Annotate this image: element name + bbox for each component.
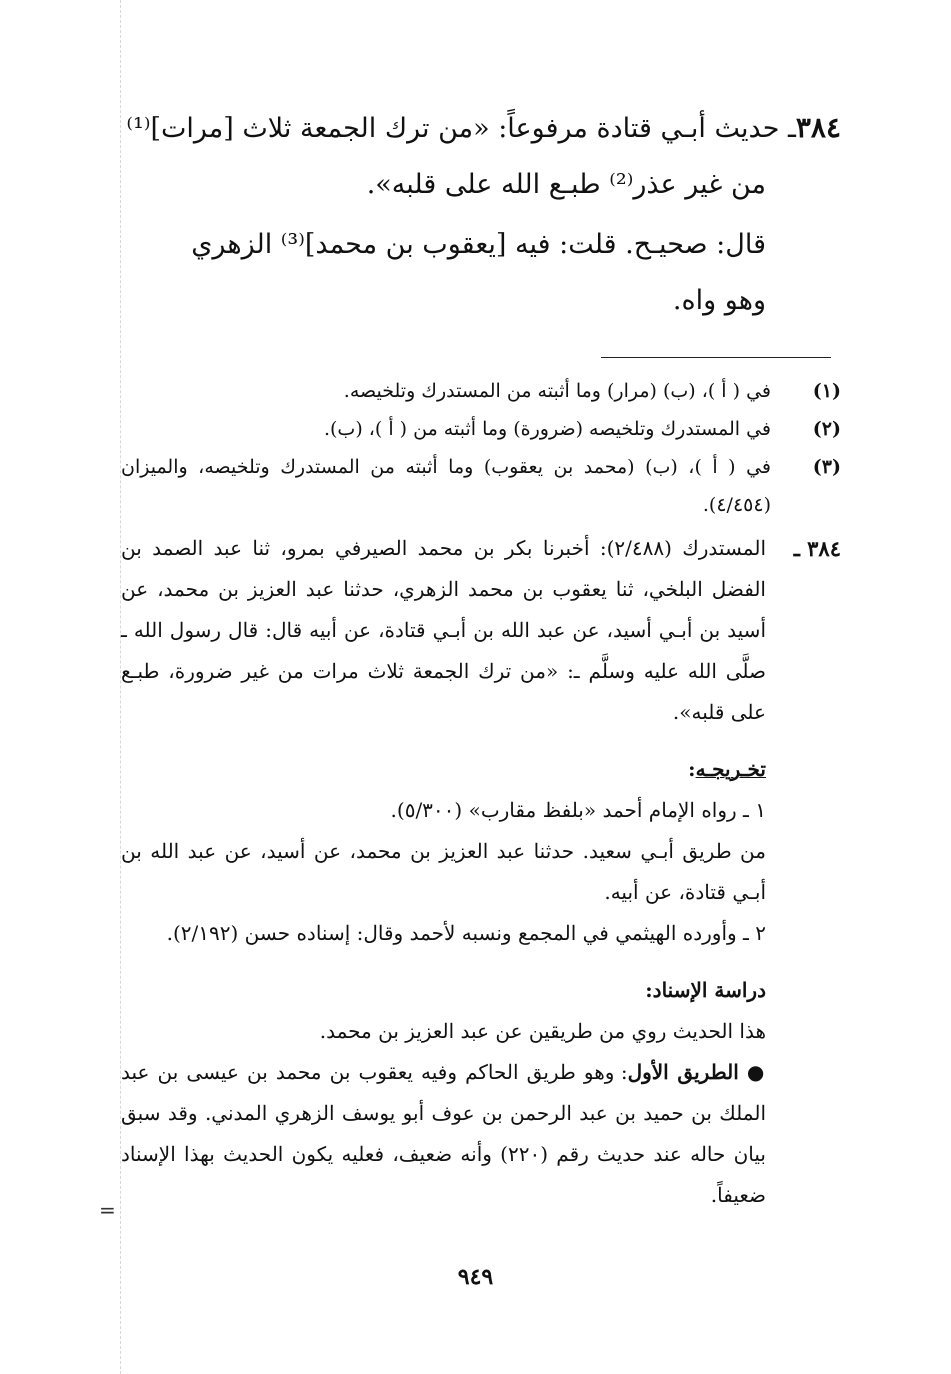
dirasa-first-route: ● الطريق الأول: وهو طريق الحاكم وفيه يعقوب بن محمد بن عيسى بن عبد الملك بن حميد بن عبد الرحمن بن عوف أبو يوسف الزهري المدني. وقد سبق بيان حاله عند حديث رقم (٢٢٠) وأنه ضعيف، فعليه يكون الحديث بهذا الإسناد ضعيفاً. xyxy=(121,1060,767,1207)
takhrij-title: تخـريجـه: xyxy=(688,757,766,781)
hadith-line-1: ٣٨٤ـ حديث أبـي قتادة مرفوعاً: «من ترك الجمعة ثلاث [مرات]⁽¹⁾ xyxy=(126,111,841,144)
footnote: (٢) في المستدرك وتلخيصه (ضرورة) وما أثبته من ( أ )، (ب). xyxy=(323,418,841,440)
footnotes xyxy=(121,372,841,524)
mustadrak-entry xyxy=(121,528,841,733)
takhrij-item-1: ١ ـ رواه الإمام أحمد «بلفظ مقارب» (٥/٣٠٠). xyxy=(390,798,766,822)
verdict-line: قال: صحيـح. قلت: فيه [يعقوب بن محمد]⁽³⁾ الزهري xyxy=(191,229,766,260)
takhrij-item-1-detail: من طريق أبـي سعيد. حدثنا عبد العزيز بن محمد، عن أسيد، عن عبد الله بن أبـي قتادة، عن أبيه. xyxy=(121,839,766,904)
footnote: (٣) في ( أ )، (ب) (محمد بن يعقوب) وما أثبته من المستدرك وتلخيصه، والميزان (٤/٤٥٤). xyxy=(121,456,841,516)
mustadrak-section xyxy=(121,528,841,1216)
verdict-line-2: وهو واه. xyxy=(672,285,766,316)
dirasa-intro: هذا الحديث روي من طريقين عن عبد العزيز بن محمد. xyxy=(319,1019,766,1043)
dirasa-title: دراسة الإسناد: xyxy=(645,978,766,1002)
mustadrak-number: ٣٨٤ ـ xyxy=(793,536,841,561)
hadith-header xyxy=(121,100,841,329)
footnote-separator xyxy=(601,357,831,358)
page-number: ٩٤٩ xyxy=(457,1264,494,1290)
takhrij-item-2: ٢ ـ وأورده الهيثمي في المجمع ونسبه لأحمد وقال: إسناده حسن (٢/١٩٢). xyxy=(166,921,766,945)
mustadrak-text: المستدرك (٢/٤٨٨): أخبرنا بكر بن محمد الصيرفي بمرو، ثنا عبد الصمد بن الفضل البلخي، ثنا يعقوب بن محمد الزهري، حدثنا عبد العزيز بن محمد، عن أسيد بن أبـي أسيد، عن عبد الله بن أبـي قتادة، عن أبيه قال: قال رسول الله ـ صلَّى الله عليه وسلَّم ـ: «من ترك الجمعة ثلاث مرات من غير ضرورة، طبـع على قلبه». xyxy=(121,536,767,724)
bullet-icon: ● xyxy=(746,1060,767,1084)
hadith-line-2: من غير عذر⁽²⁾ طبـع الله على قلبه». xyxy=(366,169,766,200)
entry-number: ٣٨٤ xyxy=(795,111,841,144)
gutter-mark: = xyxy=(99,1198,116,1222)
footnote: (١) في ( أ )، (ب) (مرار) وما أثبته من المستدرك وتلخيصه. xyxy=(343,380,841,402)
